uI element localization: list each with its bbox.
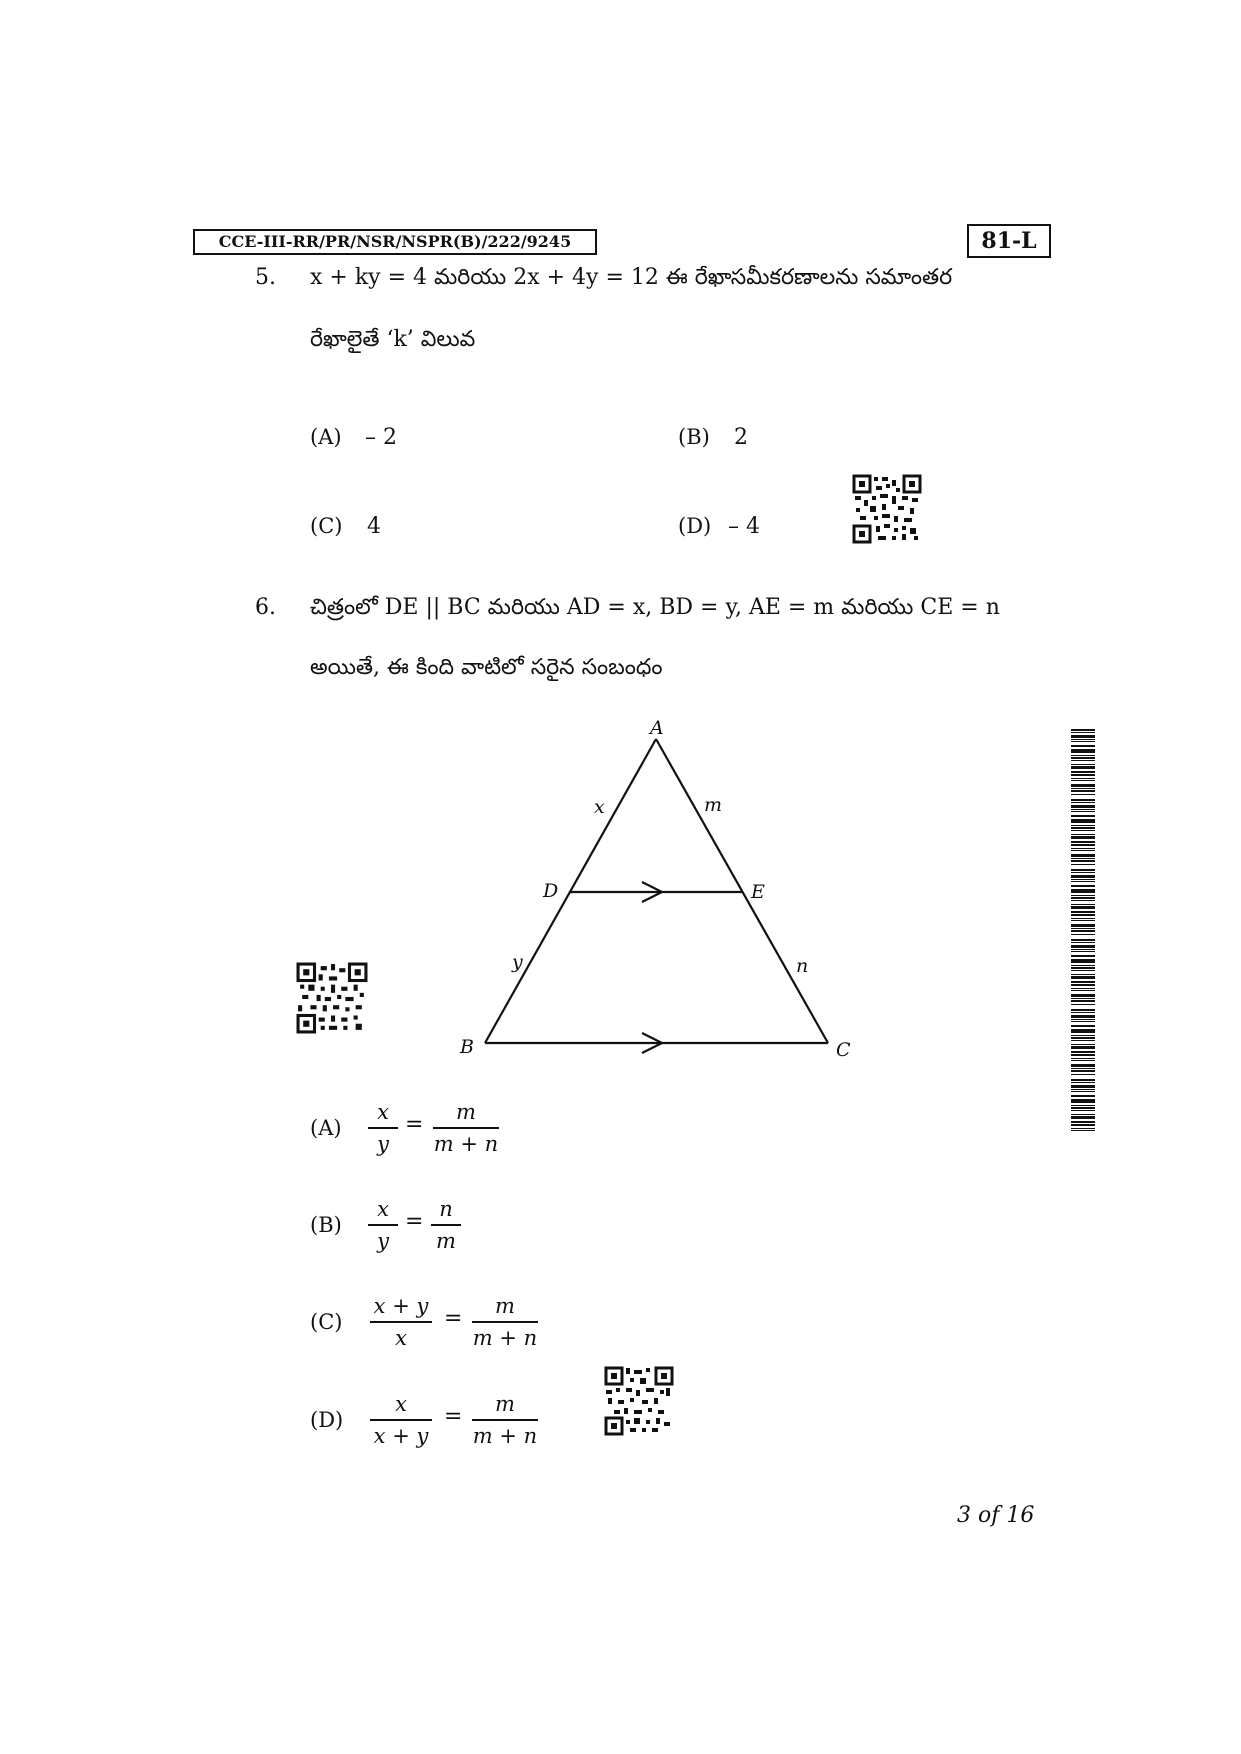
q6-option-c-lhs: x + y x [370, 1291, 432, 1353]
question-6-number: 6. [255, 595, 276, 620]
q6-option-c-rhs: m m + n [472, 1294, 538, 1350]
question-5-text-line1: x + ky = 4 మరియు 2x + 4y = 12 ఈ రేఖాసమీకరణాలను సమాంతర [310, 265, 953, 290]
triangle-figure [440, 710, 860, 1070]
q6-option-d-equals: = [444, 1404, 463, 1429]
vertex-label-c: C [836, 1039, 851, 1061]
q6-option-a-label: (A) [310, 1116, 342, 1140]
q6-option-c-equals: = [444, 1306, 463, 1331]
question-5-number: 5. [255, 265, 276, 290]
exam-code: CCE-III-RR/PR/NSR/NSPR(B)/222/9245 [193, 229, 597, 255]
q5-option-c-value: 4 [367, 514, 381, 539]
segment-label-n: n [796, 955, 809, 977]
qr-code-icon [852, 474, 922, 544]
q6-option-d-rhs: m m + n [472, 1392, 538, 1448]
q5-option-a-value: – 2 [365, 425, 397, 450]
page-number: 3 of 16 [957, 1503, 1035, 1528]
q5-option-c-label: (C) [310, 514, 343, 538]
q5-option-d-value: – 4 [728, 514, 760, 539]
q6-option-d-label: (D) [310, 1408, 344, 1432]
question-6-text-line2: అయితే, ఈ కింది వాటిలో సరైన సంబంధం [310, 655, 663, 680]
q6-option-a-equals: = [405, 1112, 424, 1137]
barcode-icon [1071, 729, 1095, 1139]
q6-option-b-rhs: n m [431, 1194, 461, 1256]
q6-option-b-lhs: x y [368, 1194, 398, 1256]
q5-option-d-label: (D) [678, 514, 712, 538]
q6-option-b-equals: = [405, 1209, 424, 1234]
paper-code: 81-L [967, 224, 1051, 258]
question-5-text-line2: రేఖాలైతే ‘k’ విలువ [310, 327, 476, 352]
qr-code-icon [604, 1366, 674, 1436]
segment-label-m: m [704, 794, 723, 816]
question-6-text-line1: చిత్రంలో DE || BC మరియు AD = x, BD = y, AE = m మరియు CE = n [310, 595, 1000, 620]
vertex-label-a: A [650, 717, 664, 739]
vertex-label-b: B [460, 1036, 474, 1058]
segment-label-x: x [594, 796, 605, 818]
q6-option-a-lhs: x y [368, 1097, 398, 1159]
q6-option-c-label: (C) [310, 1310, 343, 1334]
vertex-label-d: D [543, 880, 559, 902]
q5-option-a-label: (A) [310, 425, 342, 449]
segment-label-y: y [512, 951, 523, 973]
vertex-label-e: E [751, 881, 765, 903]
qr-code-icon [296, 962, 368, 1034]
q6-option-d-lhs: x x + y [370, 1389, 432, 1451]
q5-option-b-value: 2 [734, 425, 748, 450]
q6-option-b-label: (B) [310, 1213, 342, 1237]
q6-option-a-rhs: m m + n [433, 1100, 499, 1156]
q5-option-b-label: (B) [678, 425, 710, 449]
